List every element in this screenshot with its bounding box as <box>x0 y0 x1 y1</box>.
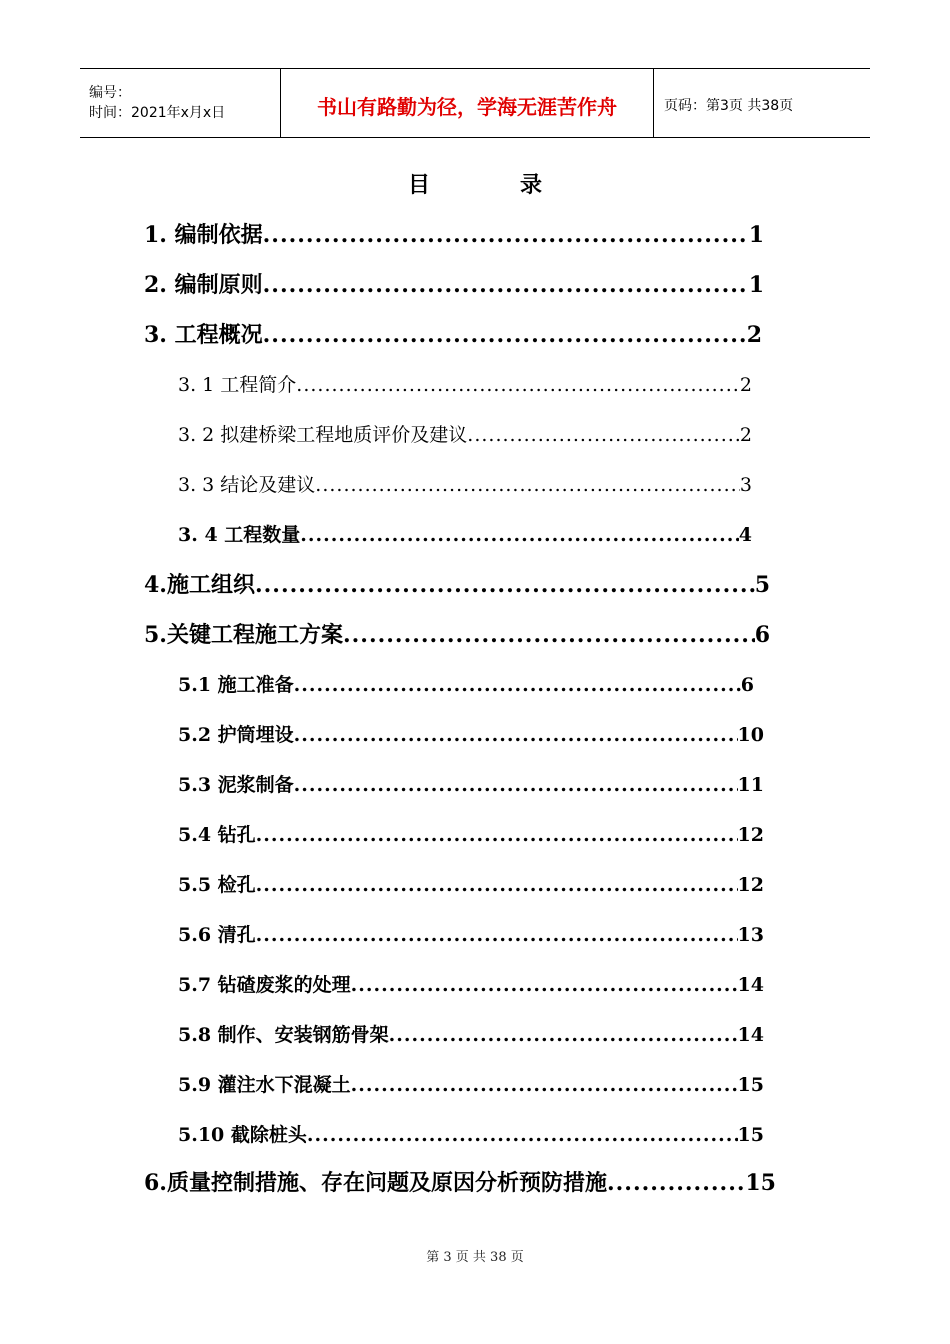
toc-page: 2 <box>746 322 762 348</box>
motto-text: 书山有路勤为径，学海无涯苦作舟 <box>317 94 617 119</box>
toc-entry[interactable] <box>178 1020 764 1047</box>
toc-entry[interactable] <box>178 370 752 397</box>
toc-page: 3 <box>739 474 752 496</box>
toc-entry-label: 3. 4 工程数量 <box>178 524 301 546</box>
toc-entry[interactable] <box>144 1166 776 1197</box>
toc-page: 2 <box>739 424 752 446</box>
document-header <box>80 68 870 138</box>
toc-leader <box>294 674 741 696</box>
toc-entry[interactable] <box>144 618 770 649</box>
header-motto-cell <box>281 69 654 137</box>
time-label: 时间：2021年x月x日 <box>89 105 226 121</box>
toc-leader <box>256 824 738 846</box>
toc-entry-label: 5.8 制作、安装钢筋骨架 <box>178 1024 389 1046</box>
toc-leader <box>315 474 740 496</box>
toc-entry-label: 5.9 灌注水下混凝土 <box>178 1074 351 1096</box>
toc-leader <box>307 1124 738 1146</box>
toc-leader <box>263 222 749 248</box>
toc-leader <box>351 1074 738 1096</box>
toc-leader <box>351 974 738 996</box>
toc-page: 11 <box>737 774 764 796</box>
toc-page: 1 <box>748 222 764 248</box>
toc-title <box>0 168 950 199</box>
toc-leader <box>300 524 738 546</box>
toc-entry-label: 5.4 钻孔 <box>178 824 256 846</box>
toc-leader <box>263 272 749 298</box>
toc-page: 15 <box>745 1170 776 1196</box>
toc-title-left: 目 <box>407 172 430 198</box>
toc-leader <box>263 322 747 348</box>
toc-entry-label: 6.质量控制措施、存在问题及原因分析预防措施 <box>144 1170 607 1196</box>
toc-entry[interactable] <box>178 970 764 997</box>
toc-page: 13 <box>737 924 764 946</box>
toc-entry[interactable] <box>178 520 752 547</box>
toc-entry-label: 5.10 截除桩头 <box>178 1124 307 1146</box>
header-page-cell <box>654 69 870 137</box>
page-footer: 第 3 页 共 38 页 <box>426 1250 524 1265</box>
toc-page: 4 <box>738 524 752 546</box>
toc-entry-label: 5.2 护筒埋设 <box>178 724 294 746</box>
toc-leader <box>389 1024 738 1046</box>
toc-entry[interactable] <box>178 470 752 497</box>
toc-leader <box>255 572 755 598</box>
header-left-cell <box>80 69 281 137</box>
toc-page: 5 <box>754 572 770 598</box>
toc-entry-label: 5.关键工程施工方案 <box>144 622 343 648</box>
toc-page: 15 <box>737 1124 764 1146</box>
toc-page: 1 <box>748 272 764 298</box>
toc-entry-label: 1. 编制依据 <box>144 222 263 248</box>
page-info: 页码：第3页 共38页 <box>664 98 794 114</box>
toc-page: 6 <box>740 674 754 696</box>
toc-entry[interactable] <box>178 420 752 447</box>
toc-leader <box>296 374 740 396</box>
toc-page: 12 <box>737 824 764 846</box>
number-label: 编号： <box>89 85 131 101</box>
toc-entry-label: 3. 3 结论及建议 <box>178 474 316 496</box>
toc-leader <box>607 1170 745 1196</box>
toc-leader <box>256 874 738 896</box>
toc-entry[interactable] <box>144 218 764 249</box>
toc-entry-label: 5.7 钻碴废浆的处理 <box>178 974 351 996</box>
toc-leader <box>343 622 755 648</box>
toc-page: 14 <box>737 974 764 996</box>
toc-entry[interactable] <box>178 670 754 697</box>
toc-entry-label: 5.6 清孔 <box>178 924 256 946</box>
toc-page: 12 <box>737 874 764 896</box>
toc-entry[interactable] <box>178 920 764 947</box>
toc-page: 14 <box>737 1024 764 1046</box>
toc-entry[interactable] <box>178 1120 764 1147</box>
toc-leader <box>294 724 738 746</box>
toc-entry[interactable] <box>178 870 764 897</box>
toc-page: 10 <box>737 724 764 746</box>
toc-leader <box>256 924 738 946</box>
toc-entry-label: 3. 工程概况 <box>144 322 263 348</box>
toc-entry-label: 3. 1 工程简介 <box>178 374 297 396</box>
toc-entry-label: 2. 编制原则 <box>144 272 263 298</box>
toc-entry[interactable] <box>144 318 762 349</box>
toc-entry-label: 5.3 泥浆制备 <box>178 774 294 796</box>
toc-entry-label: 4.施工组织 <box>144 572 255 598</box>
toc-entry[interactable] <box>178 820 764 847</box>
toc-entry[interactable] <box>178 1070 764 1097</box>
toc-entry[interactable] <box>178 770 764 797</box>
toc-entry[interactable] <box>144 568 770 599</box>
toc-entry-label: 5.1 施工准备 <box>178 674 294 696</box>
toc-leader <box>294 774 738 796</box>
toc-entry-label: 5.5 检孔 <box>178 874 256 896</box>
toc-title-right: 录 <box>520 172 543 198</box>
toc-page: 15 <box>737 1074 764 1096</box>
toc-entry[interactable] <box>178 720 764 747</box>
toc-entry-label: 3. 2 拟建桥梁工程地质评价及建议 <box>178 424 468 446</box>
toc-page: 6 <box>754 622 770 648</box>
toc-page: 2 <box>739 374 752 396</box>
toc-leader <box>467 424 740 446</box>
toc-entry[interactable] <box>144 268 764 299</box>
